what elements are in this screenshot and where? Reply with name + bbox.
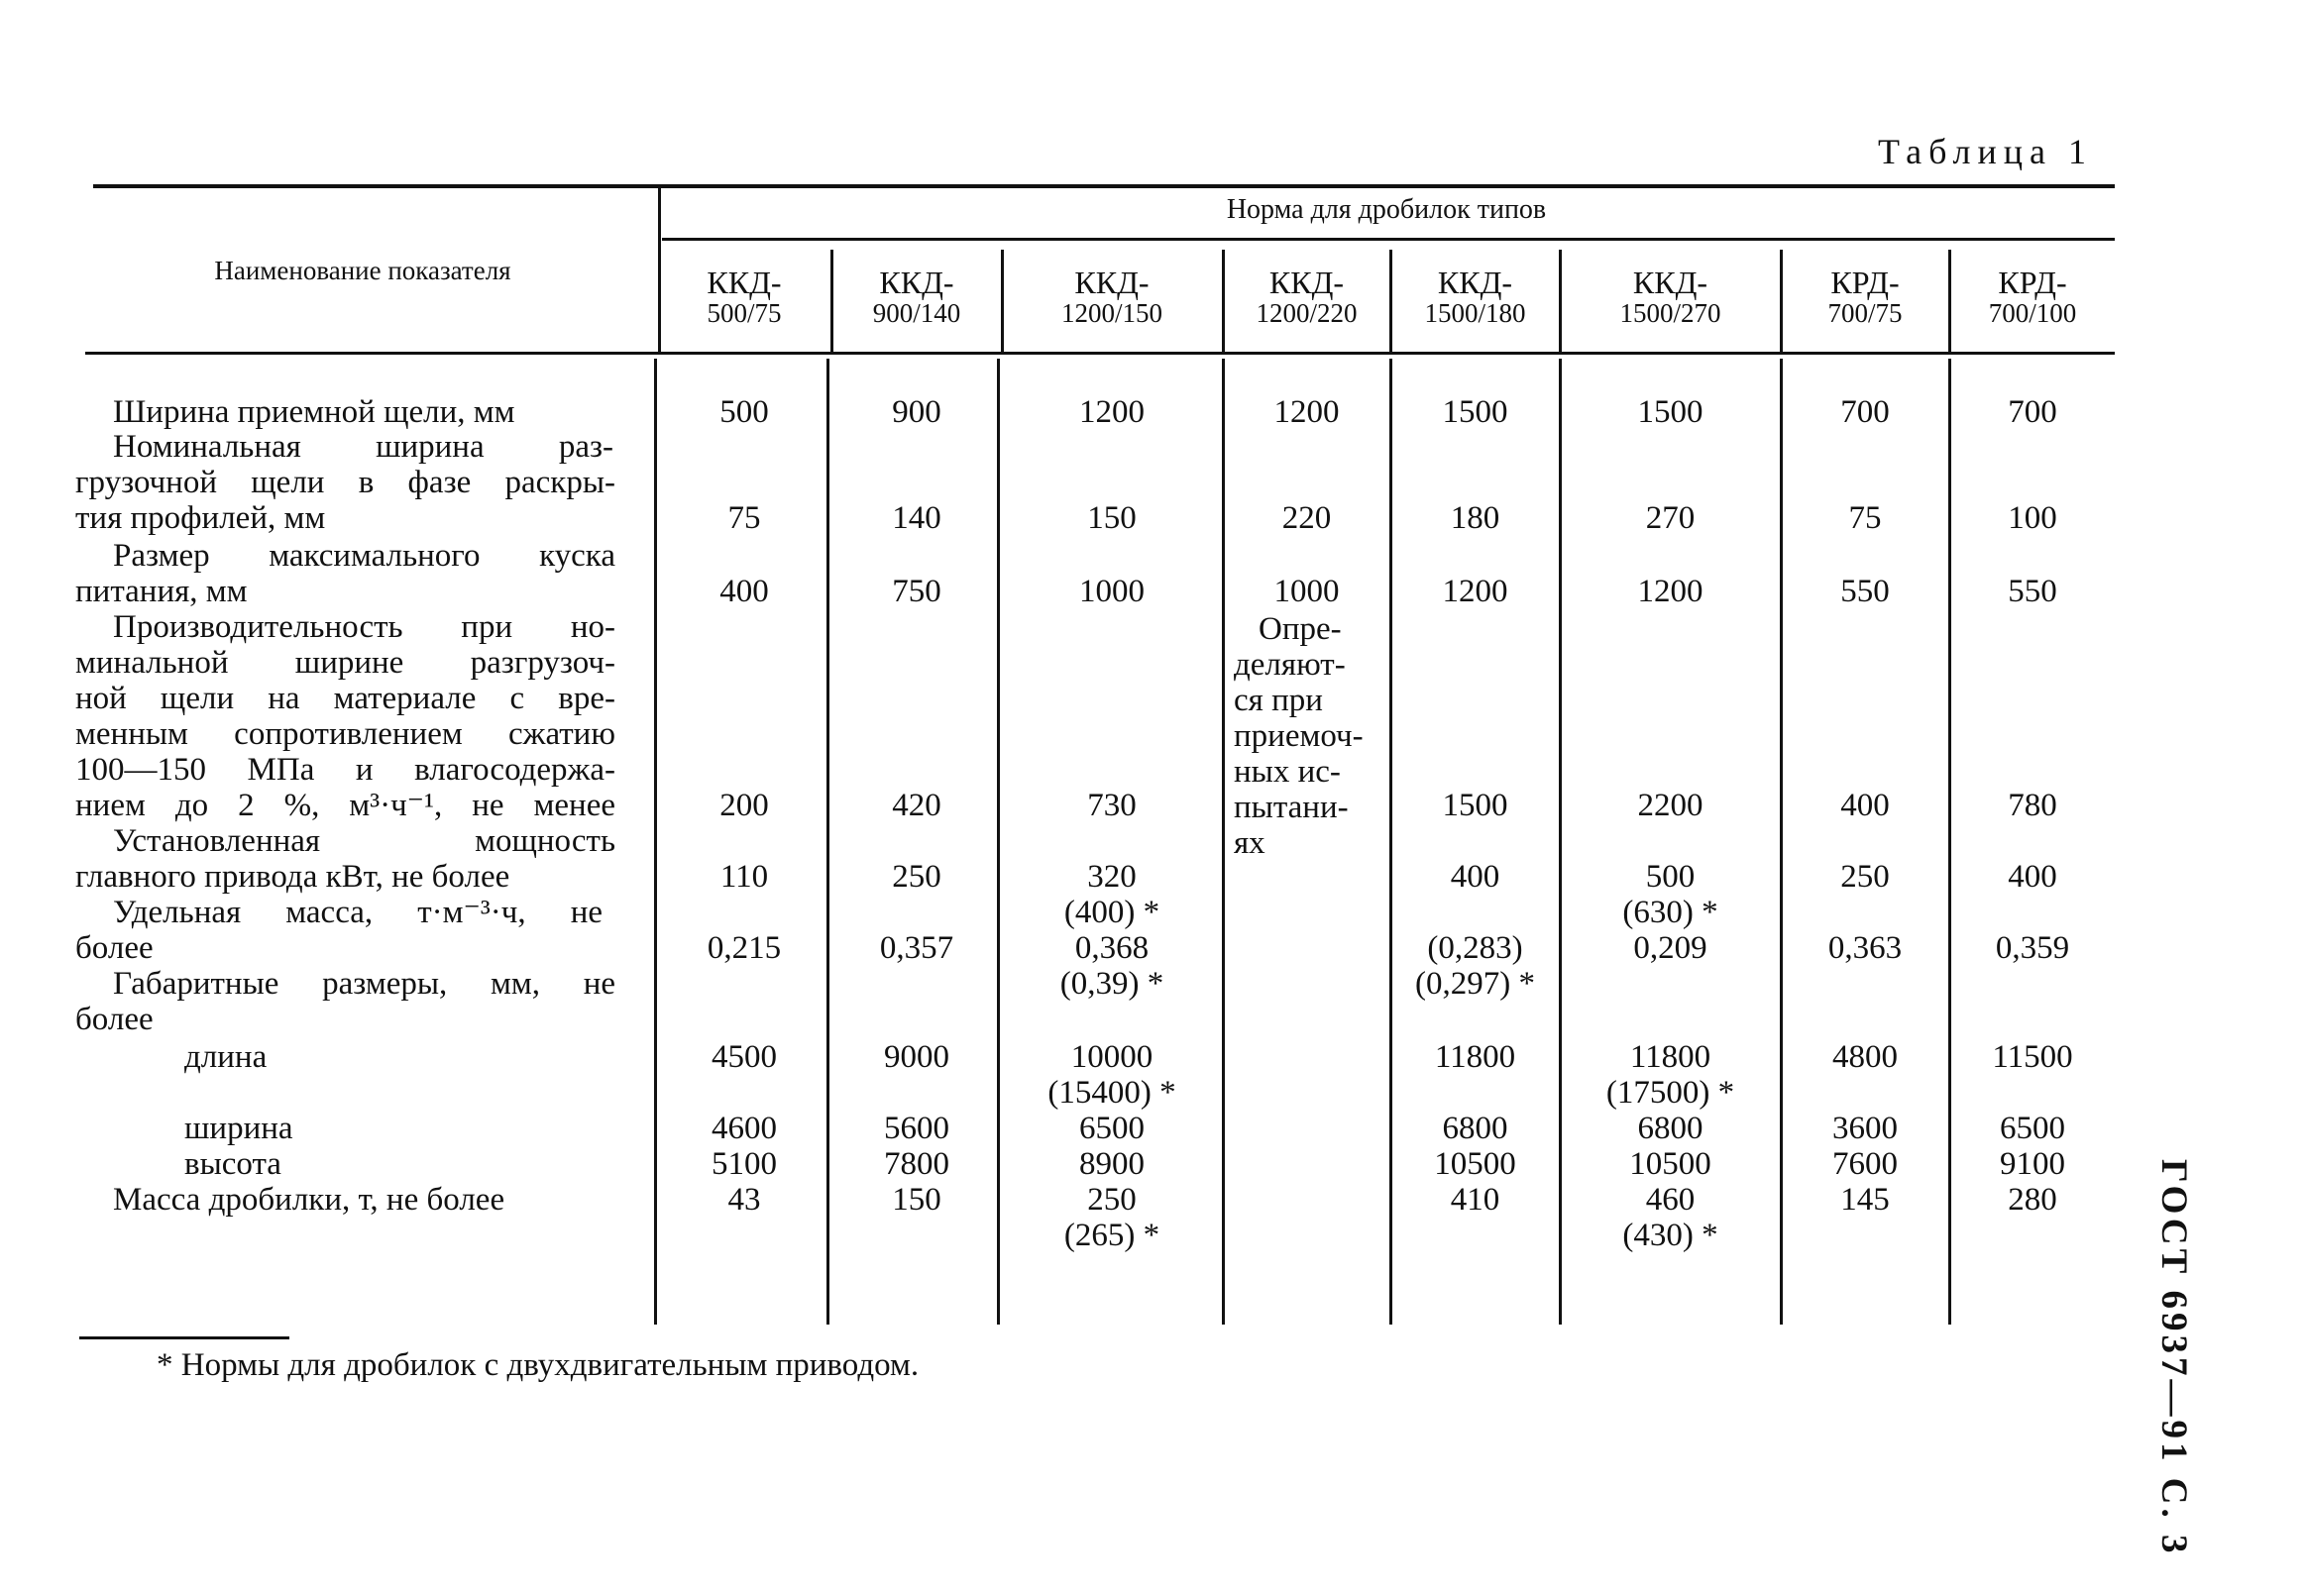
table-cell: 550 — [2008, 574, 2057, 609]
row-label-power: Установленная мощность — [113, 823, 615, 859]
body-divider-0 — [654, 359, 657, 1325]
table-cell: 180 — [1450, 500, 1500, 536]
table-cell: (0,39) * — [1059, 966, 1164, 1002]
name-column-header: Наименование показателя — [214, 256, 511, 285]
column-code: ККД- — [1437, 265, 1513, 300]
table-cell: 4500 — [712, 1039, 777, 1075]
row-label-performance: нием до 2 %, м³·ч⁻¹, не менее — [75, 788, 615, 823]
column-code: ККД- — [1268, 265, 1345, 300]
row-label-width: ширина — [184, 1111, 293, 1146]
column-note-line: Опре- — [1259, 611, 1342, 647]
table-cell: 270 — [1645, 500, 1696, 536]
column-code: ККД- — [707, 265, 782, 300]
table-cell: 150 — [892, 1182, 941, 1218]
column-header — [832, 266, 1001, 328]
table-cell: 900 — [892, 394, 941, 430]
table-cell: (17500) * — [1605, 1075, 1735, 1111]
column-header — [1782, 266, 1948, 328]
table-cell: 320 — [1087, 859, 1137, 895]
column-size: 1200/150 — [1060, 298, 1162, 328]
table-cell: 700 — [2008, 394, 2057, 430]
table-cell: 1200 — [1442, 574, 1508, 609]
column-code: ККД- — [1632, 265, 1708, 300]
table-cell: 145 — [1840, 1182, 1890, 1218]
table-cell: 6800 — [1637, 1111, 1703, 1146]
table-cell: 150 — [1087, 500, 1137, 536]
column-code: КРД- — [1998, 265, 2067, 300]
row-label-max-size: Размер максимального куска — [113, 538, 615, 574]
table-cell: 400 — [1450, 859, 1500, 895]
table-cell: (0,297) * — [1415, 966, 1535, 1002]
table-cell: (15400) * — [1047, 1075, 1176, 1111]
table-cell: 5600 — [884, 1111, 949, 1146]
table-cell: 1000 — [1079, 574, 1145, 609]
column-code: ККД- — [1074, 265, 1150, 300]
table-cell: 780 — [2008, 788, 2057, 823]
table-cell: 500 — [719, 394, 769, 430]
row-label-dimensions: более — [75, 1002, 154, 1037]
table-cell: 410 — [1450, 1182, 1500, 1218]
row-label-performance: Производительность при но- — [113, 609, 615, 645]
column-size: 1200/220 — [1256, 298, 1358, 328]
table-cell: 250 — [1840, 859, 1890, 895]
table-cell: 1200 — [1273, 394, 1340, 430]
table-cell: 6800 — [1442, 1111, 1508, 1146]
footnote: * Нормы для дробилок с двухдвигательным приводом. — [157, 1347, 920, 1383]
table-cell: 11500 — [1992, 1039, 2073, 1075]
table-cell: 11800 — [1434, 1039, 1516, 1075]
row-label-performance: менным сопротивлением сжатию — [75, 716, 615, 752]
column-size: 1500/270 — [1619, 298, 1721, 328]
column-size: 500/75 — [707, 298, 782, 328]
column-note-line: ся при — [1234, 683, 1323, 718]
table-cell: 6500 — [1079, 1111, 1145, 1146]
table-cell: 9100 — [2000, 1146, 2065, 1182]
document-page-label: ГОСТ 6937—91 С. 3 — [2153, 1159, 2194, 1557]
group-header-rule — [662, 238, 2115, 241]
table-cell: 280 — [2008, 1182, 2057, 1218]
table-cell: 0,209 — [1633, 930, 1707, 966]
table-cell: 1200 — [1637, 574, 1703, 609]
column-code: ККД- — [879, 265, 954, 300]
table-cell: 43 — [727, 1182, 761, 1218]
row-label-max-size: питания, мм — [75, 574, 248, 609]
table-top-rule — [93, 184, 2115, 188]
table-cell: 730 — [1087, 788, 1137, 823]
table-title: Таблица 1 — [1878, 132, 2093, 171]
column-header — [1561, 266, 1780, 328]
column-note-line: пытани- — [1234, 790, 1349, 825]
header-bottom-rule — [85, 352, 2115, 355]
column-size: 700/100 — [1988, 298, 2077, 328]
row-label-height: высота — [184, 1146, 281, 1182]
table-cell: (430) * — [1622, 1218, 1718, 1253]
row-label-width: Ширина приемной щели, мм — [113, 394, 515, 430]
table-cell: 7800 — [884, 1146, 949, 1182]
row-label-length: длина — [184, 1039, 268, 1075]
table-cell: 400 — [719, 574, 769, 609]
table-cell: (400) * — [1063, 895, 1160, 930]
table-cell: 1200 — [1079, 394, 1145, 430]
column-size: 700/75 — [1827, 298, 1903, 328]
row-label-specific-mass: Удельная масса, т·м⁻³·ч, не — [113, 895, 603, 930]
table-cell: 5100 — [712, 1146, 777, 1182]
table-cell: 750 — [892, 574, 941, 609]
table-cell: (630) * — [1622, 895, 1718, 930]
table-cell: 140 — [892, 500, 941, 536]
column-note-line: приемоч- — [1234, 718, 1364, 754]
column-header — [1224, 266, 1389, 328]
table-cell: 460 — [1645, 1182, 1696, 1218]
table-cell: 6500 — [2000, 1111, 2065, 1146]
table-cell: 1500 — [1442, 788, 1508, 823]
column-note-line: ных ис- — [1234, 754, 1341, 790]
row-label-mass: Масса дробилки, т, не более — [113, 1182, 505, 1218]
table-cell: 11800 — [1629, 1039, 1711, 1075]
row-label-performance: ной щели на материале с вре- — [75, 681, 615, 716]
row-label-nominal: Номинальная ширина раз- — [113, 429, 613, 465]
table-cell: 700 — [1840, 394, 1890, 430]
column-size: 1500/180 — [1424, 298, 1526, 328]
table-cell: 9000 — [884, 1039, 949, 1075]
table-cell: 550 — [1840, 574, 1890, 609]
column-note-line: деляют- — [1234, 647, 1346, 683]
table-cell: 500 — [1645, 859, 1696, 895]
table-cell: 0,363 — [1827, 930, 1903, 966]
table-cell: (265) * — [1063, 1218, 1160, 1253]
footnote-rule — [79, 1336, 289, 1339]
table-cell: (0,283) — [1427, 930, 1523, 966]
table-cell: 250 — [1087, 1182, 1137, 1218]
column-size: 900/140 — [872, 298, 961, 328]
table-cell: 75 — [1848, 500, 1882, 536]
table-cell: 0,215 — [707, 930, 782, 966]
row-label-nominal: грузочной щели в фазе раскры- — [75, 465, 615, 500]
column-header — [1950, 266, 2115, 328]
group-header: Норма для дробилок типов — [1226, 194, 1547, 225]
table-cell: 100 — [2008, 500, 2057, 536]
table-cell: 0,368 — [1074, 930, 1150, 966]
table-cell: 1000 — [1273, 574, 1340, 609]
table-cell: 0,357 — [879, 930, 954, 966]
table-cell: 250 — [892, 859, 941, 895]
column-code: КРД- — [1830, 265, 1900, 300]
table-cell: 400 — [1840, 788, 1890, 823]
table-cell: 10000 — [1070, 1039, 1154, 1075]
table-cell: 420 — [892, 788, 941, 823]
column-header — [660, 266, 828, 328]
column-header — [1391, 266, 1559, 328]
table-cell: 7600 — [1832, 1146, 1898, 1182]
table-cell: 1500 — [1442, 394, 1508, 430]
table-cell: 110 — [719, 859, 769, 895]
table-cell: 200 — [719, 788, 769, 823]
row-label-nominal: тия профилей, мм — [75, 500, 326, 536]
row-label-performance: минальной ширине разгрузоч- — [75, 645, 615, 681]
row-label-performance: 100—150 МПа и влагосодержа- — [75, 752, 615, 788]
table-cell: 10500 — [1629, 1146, 1711, 1182]
table-cell: 2200 — [1637, 788, 1703, 823]
row-label-dimensions: Габаритные размеры, мм, не — [113, 966, 615, 1002]
column-header — [1003, 266, 1221, 328]
table-cell: 3600 — [1832, 1111, 1898, 1146]
table-cell: 75 — [727, 500, 761, 536]
table-cell: 220 — [1281, 500, 1332, 536]
table-cell: 4600 — [712, 1111, 777, 1146]
row-label-power: главного привода кВт, не более — [75, 859, 510, 895]
row-label-specific-mass: более — [75, 930, 154, 966]
table-cell: 10500 — [1434, 1146, 1516, 1182]
table-cell: 8900 — [1079, 1146, 1145, 1182]
table-cell: 1500 — [1637, 394, 1703, 430]
table-cell: 0,359 — [1995, 930, 2070, 966]
table-cell: 4800 — [1832, 1039, 1898, 1075]
table-cell: 400 — [2008, 859, 2057, 895]
column-note-line: ях — [1234, 825, 1265, 861]
